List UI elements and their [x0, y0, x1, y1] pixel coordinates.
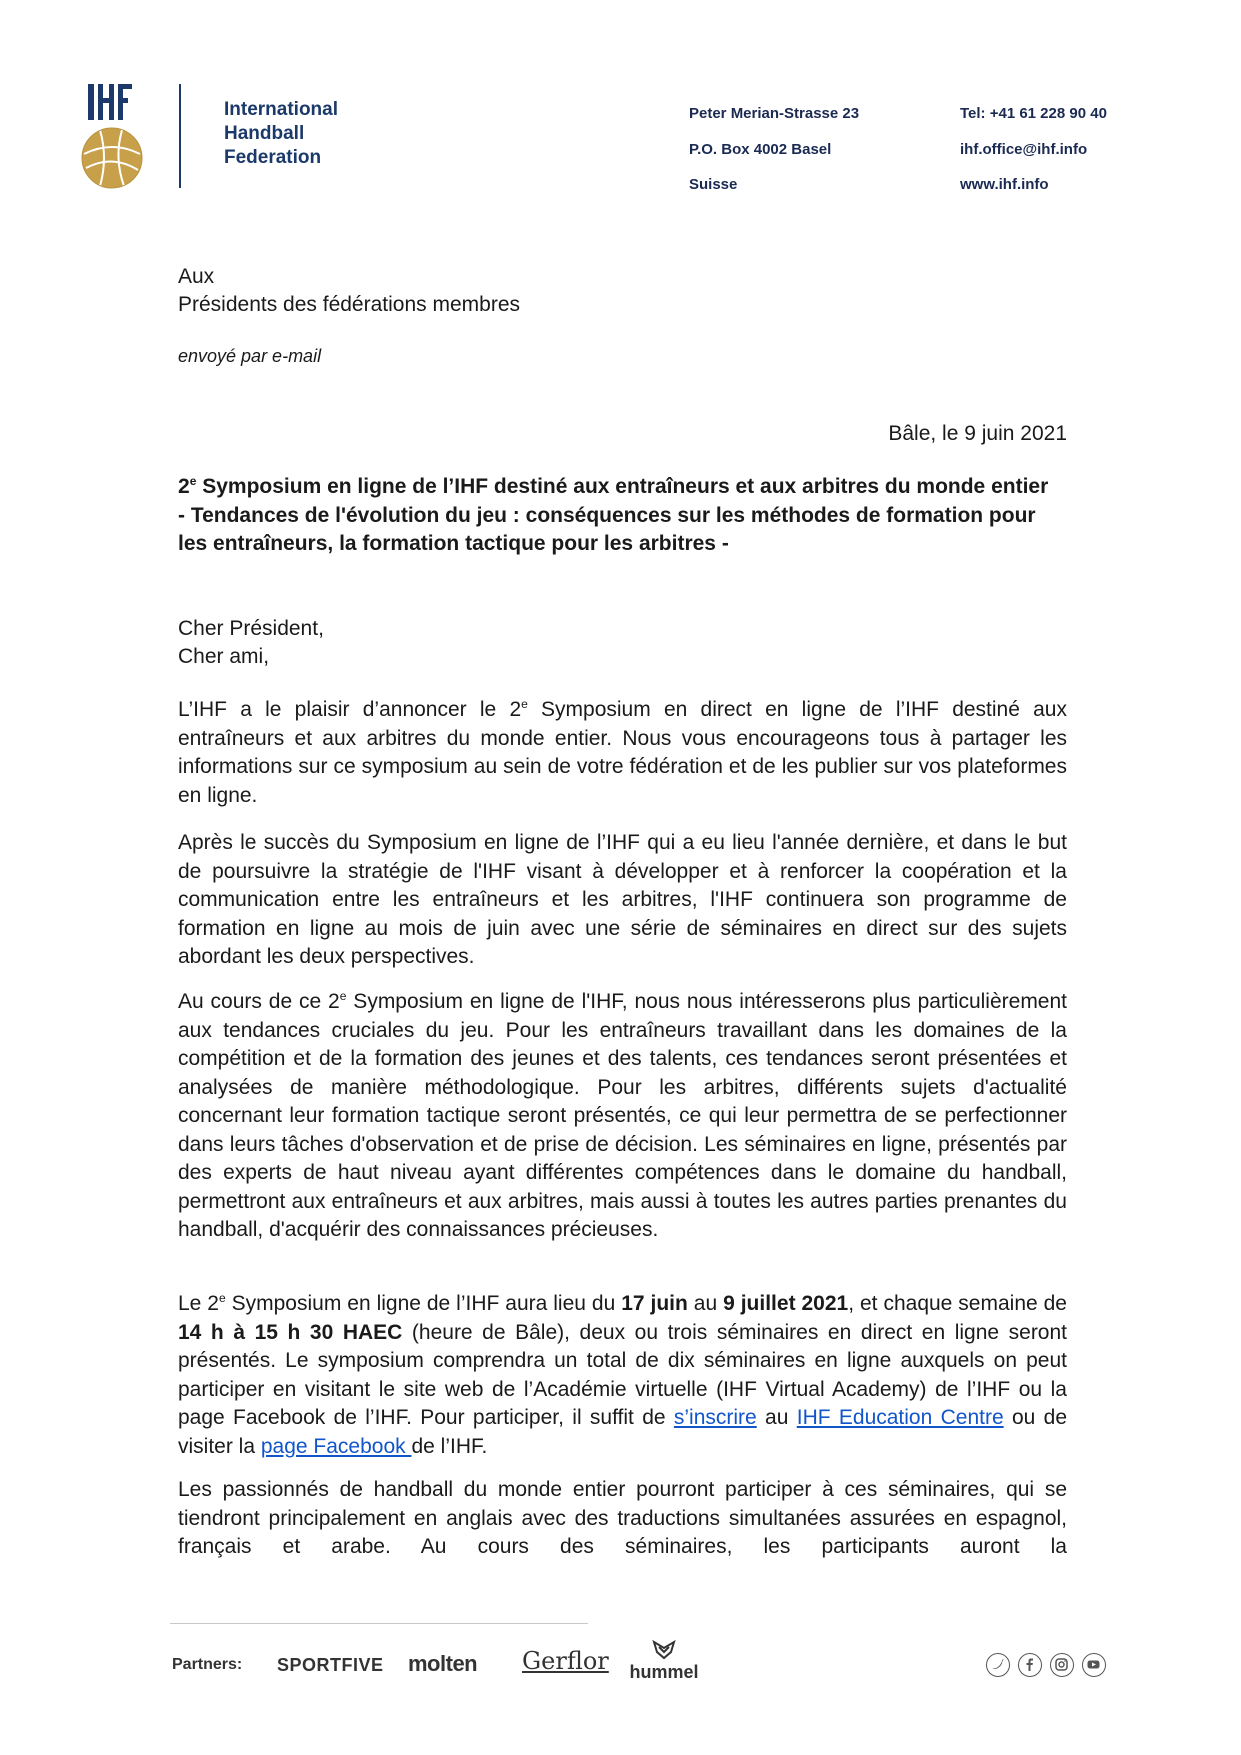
- paragraph-languages: [178, 1476, 1067, 1562]
- text-run: , et chaque semaine de: [848, 1292, 1067, 1315]
- org-name-line: Handball: [224, 123, 305, 144]
- instagram-icon[interactable]: [1050, 1653, 1074, 1677]
- partners-label: Partners:: [172, 1656, 243, 1673]
- postal-address: [689, 96, 859, 203]
- text-run: (heure de Bâle), deux ou trois séminaires en direct en ligne seront présentés. Le symposium comprendra un total de dix séminaires en ligne auxquels on peut participer en visitant le site web de l’Académie virtuelle (IHF Virtual Academy) de l’IHF ou la page Facebook de l’IHF. Pour participer, il suffit de: [178, 1320, 1068, 1429]
- paragraph-content: [178, 988, 1067, 1245]
- youtube-icon[interactable]: [1082, 1653, 1106, 1677]
- org-name-line: Federation: [224, 147, 322, 168]
- text-run: au: [687, 1292, 724, 1315]
- text-run: Symposium en direct en ligne de l’IHF destiné aux entraîneurs et aux arbitres du monde entier. Nous vous encourageons tous à partager les informations sur ce symposium au sein de votre fédération et de les publier sur vos plateformes en ligne.: [178, 698, 1067, 807]
- text-run: ou de visiter la: [178, 1406, 1067, 1458]
- address-line: Suisse: [689, 176, 738, 193]
- ihf-logo-icon: [78, 84, 144, 192]
- subject-ordinal: e: [189, 474, 197, 488]
- salutation: [178, 615, 1067, 671]
- facebook-icon[interactable]: [1018, 1653, 1042, 1677]
- partner-logo-gerflor: Gerflor: [522, 1647, 609, 1675]
- contact-info: [960, 96, 1107, 203]
- ordinal-sup: e: [521, 697, 528, 711]
- contact-email[interactable]: ihf.office@ihf.info: [960, 140, 1088, 158]
- education-centre-link[interactable]: IHF Education Centre: [796, 1406, 1004, 1429]
- text-run: de l’IHF.: [411, 1434, 488, 1458]
- footer-divider: [170, 1623, 588, 1624]
- subject-line-2: - Tendances de l'évolution du jeu : conséquences sur les méthodes de formation pour les entraîneurs, la formation tactique pour les arbitres -: [178, 503, 1036, 555]
- org-name: [224, 98, 374, 170]
- twitter-icon[interactable]: [986, 1653, 1010, 1677]
- salutation-line: Cher ami,: [178, 645, 270, 668]
- contact-website[interactable]: www.ihf.info: [960, 176, 1049, 193]
- text-run: Les passionnés de handball du monde entier pourront participer à ces séminaires, qui se tiendront principalement en anglais avec des traductions simultanées assurées en espagnol, français et arabe. Au cours des séminaires, les participants auront la: [178, 1478, 1067, 1558]
- start-date: 17 juin: [621, 1292, 688, 1315]
- text-run: Symposium en ligne de l’IHF aura lieu du: [225, 1292, 622, 1315]
- contact-phone: Tel: +41 61 228 90 40: [960, 105, 1107, 122]
- recipient-line: Aux: [178, 265, 215, 288]
- text-run: au: [756, 1406, 797, 1429]
- logo-divider: [179, 84, 181, 188]
- subject-line-1: [178, 473, 1067, 502]
- letter-date: Bâle, le 9 juin 2021: [888, 422, 1067, 445]
- subject-text: Symposium en ligne de l’IHF destiné aux entraîneurs et aux arbitres du monde entier: [196, 475, 1049, 498]
- paragraph-background: Après le succès du Symposium en ligne de l’IHF qui a eu lieu l'année dernière, et dans le but de poursuivre la stratégie de l'IHF visant à développer et à renforcer la coopération et la communication entre les entraîneurs et les arbitres, l'IHF continuera son programme de formation en ligne au mois de juin avec une série de séminaires en direct sur des sujets abordant les deux perspectives.: [178, 831, 1067, 968]
- org-name-line: International: [224, 99, 339, 120]
- salutation-line: Cher Président,: [178, 617, 324, 640]
- address-line: P.O. Box 4002 Basel: [689, 140, 832, 158]
- text-run: Symposium en ligne de l'IHF, nous nous intéresserons plus particulièrement aux tendances cruciales du jeu. Pour les entraîneurs travaillant dans les domaines de la compétition et de la formation des jeunes et des talents, ces tendances seront présentées et analysées de manière méthodologique. Pour les arbitres, différents sujets d'actualité concernant leur formation tactique seront présentés, ce qui leur permettra de se perfectionner dans leurs tâches d'observation et de prise de décision. Les séminaires en ligne, présentés par des experts de haut niveau ayant différentes compétences dans le domaine du handball, permettront aux entraîneurs et aux arbitres, mais aussi à toutes les autres parties prenantes du handball, d'acquérir des connaissances précieuses.: [178, 990, 1068, 1241]
- session-time: 14 h à 15 h 30 HAEC: [178, 1320, 403, 1344]
- text-run: L’IHF a le plaisir d’annoncer le 2: [178, 698, 522, 721]
- hummel-wordmark: hummel: [629, 1662, 699, 1682]
- recipient-block: [178, 263, 1078, 319]
- register-link[interactable]: s’inscrire: [673, 1406, 757, 1429]
- recipient-line: Présidents des fédérations membres: [178, 293, 520, 316]
- ordinal-sup: e: [339, 989, 347, 1003]
- partner-logo-molten: molten: [408, 1651, 478, 1676]
- text-run: Le 2: [178, 1292, 219, 1315]
- facebook-page-link[interactable]: page Facebook: [260, 1434, 412, 1458]
- partner-logo-sportfive: SPORTFIVE: [277, 1655, 384, 1675]
- partner-logo-hummel: [629, 1638, 699, 1683]
- end-date: 9 juillet 2021: [723, 1292, 849, 1315]
- address-line: Peter Merian-Strasse 23: [689, 105, 860, 122]
- subject-number: 2: [178, 475, 190, 498]
- letter-subject: [178, 473, 1067, 559]
- hummel-bee-icon: [651, 1638, 677, 1662]
- ihf-logo: [78, 84, 144, 192]
- text-run: Au cours de ce 2: [178, 990, 340, 1013]
- sent-via: envoyé par e-mail: [178, 346, 322, 366]
- paragraph-announcement: [178, 696, 1067, 810]
- paragraph-schedule: [178, 1290, 1067, 1461]
- ordinal-sup: e: [218, 1291, 226, 1305]
